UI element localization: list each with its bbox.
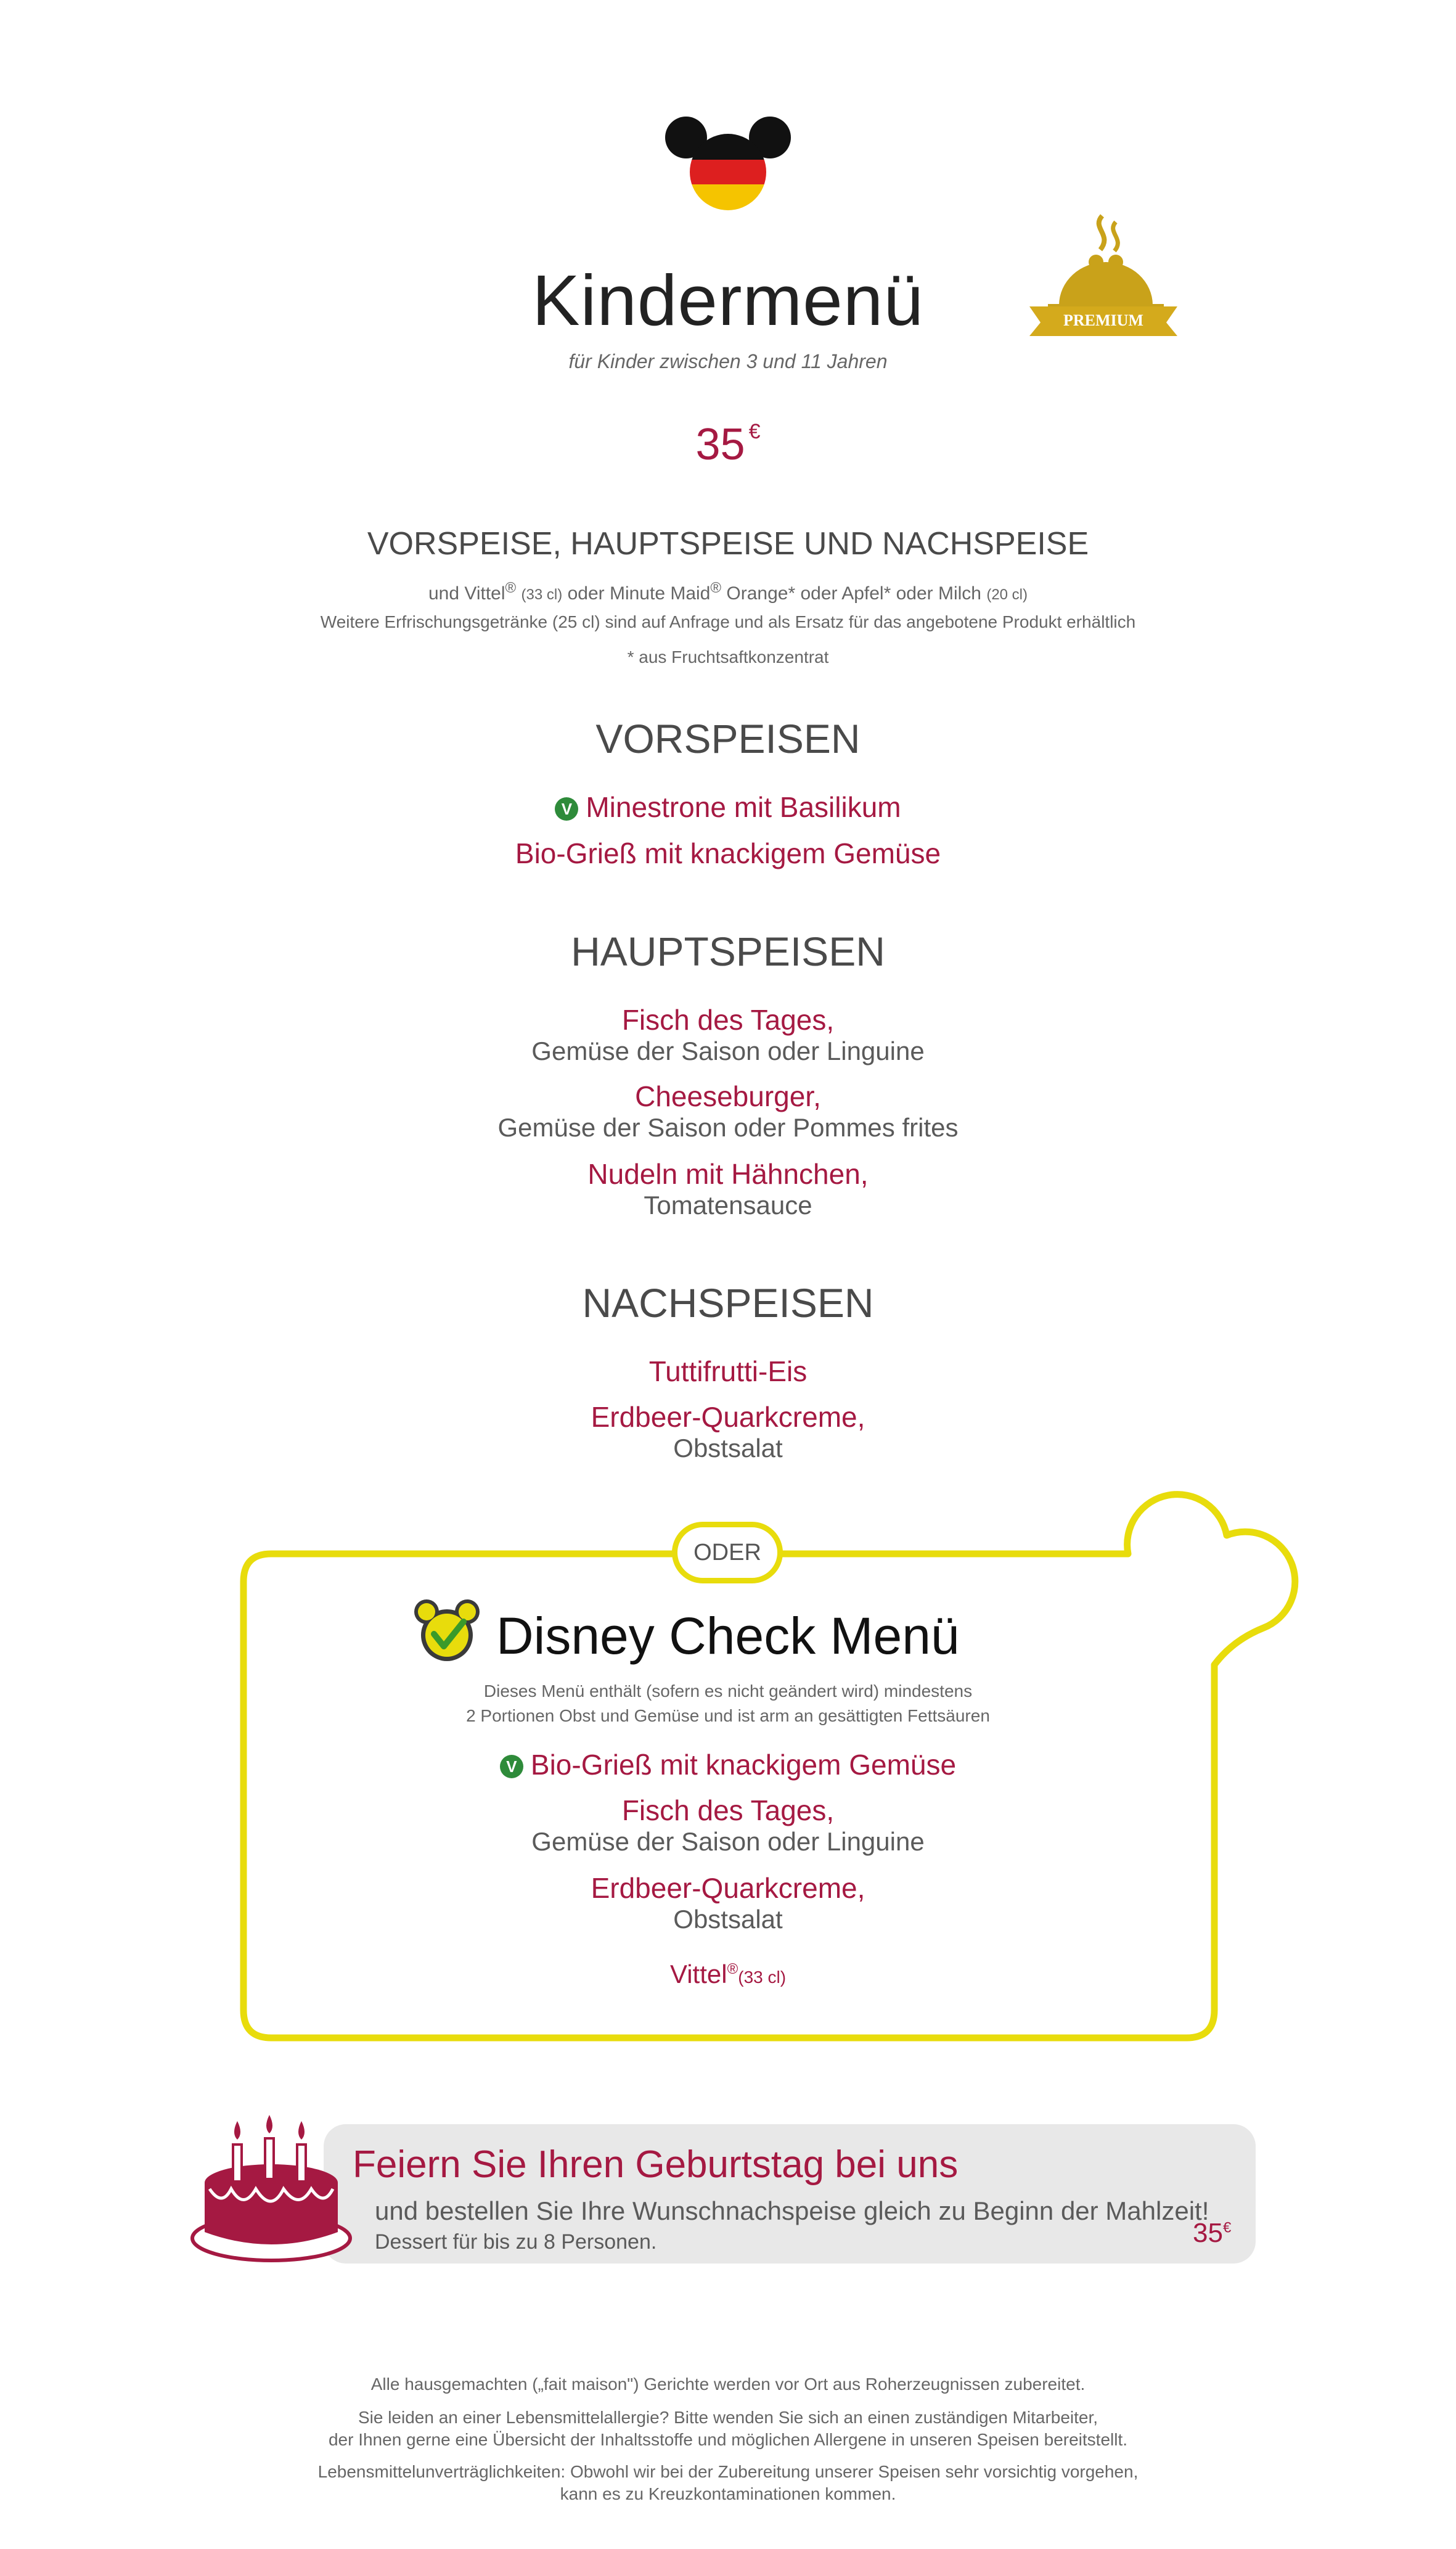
footer-line-2: Sie leiden an einer Lebensmittelallergie? Bitte wenden Sie sich an einen zuständigen Mitarbeiter, (358, 2408, 1098, 2427)
dish-item: Erdbeer-Quarkcreme, (591, 1401, 865, 1433)
drinks-note: Weitere Erfrischungsgetränke (25 cl) sind auf Anfrage und als Ersatz für das angebotene Produkt erhältlich (320, 612, 1136, 631)
premium-label: PREMIUM (1063, 311, 1143, 329)
vegan-icon: V (500, 1755, 523, 1778)
vegan-icon: V (555, 797, 578, 821)
kids-menu-price: 35 € (695, 420, 761, 469)
dish-side: Obstsalat (673, 1905, 783, 1934)
footer-line-5: kann es zu Kreuzkontaminationen kommen. (560, 2484, 896, 2503)
dish-item: V Minestrone mit Basilikum (0, 791, 1456, 823)
page-subtitle: für Kinder zwischen 3 und 11 Jahren (568, 350, 888, 372)
footer-line-1: Alle hausgemachten („fait maison") Gerichte werden vor Ort aus Roherzeugnissen zubereitet. (370, 2375, 1086, 2394)
dish-side: Gemüse der Saison oder Linguine (531, 1036, 925, 1065)
dish-side: Gemüse der Saison oder Linguine (531, 1827, 925, 1856)
disney-check-drink: Vittel®(33 cl) (669, 1960, 787, 1989)
birthday-price: 35€ (1193, 2218, 1232, 2248)
drinks-line: und Vittel® (33 cl) oder Minute Maid® Orange* oder Apfel* oder Milch (20 cl) (428, 580, 1028, 604)
disney-check-desc-1: Dieses Menü enthält (sofern es nicht geändert wird) mindestens (483, 1681, 973, 1701)
page-title: Kindermenü (532, 260, 924, 340)
disney-check-title: Disney Check Menü (496, 1607, 960, 1665)
dish-item: Erdbeer-Quarkcreme, (591, 1872, 865, 1904)
dish-item: Cheeseburger, (635, 1080, 821, 1112)
menu-structure-heading: VORSPEISE, HAUPTSPEISE UND NACHSPEISE (367, 526, 1089, 562)
section-heading-nachspeisen: NACHSPEISEN (582, 1280, 874, 1326)
dish-item: Nudeln mit Hähnchen, (587, 1158, 869, 1190)
dish-item: Fisch des Tages, (621, 1004, 835, 1036)
oder-badge: ODER (672, 1522, 783, 1583)
footer-line-3: der Ihnen gerne eine Übersicht der Inhaltsstoffe und möglichen Allergene in unseren Speisen bereitstellt. (328, 2430, 1128, 2449)
birthday-line-1: und bestellen Sie Ihre Wunschnachspeise gleich zu Beginn der Mahlzeit! (375, 2196, 1209, 2225)
dish-item: Fisch des Tages, (621, 1794, 835, 1826)
section-heading-hauptspeisen: HAUPTSPEISEN (571, 929, 885, 974)
footer-line-4: Lebensmittelunverträglichkeiten: Obwohl wir bei der Zubereitung unserer Speisen sehr vorsichtig vorgehen, (317, 2462, 1139, 2481)
dish-item: Bio-Grieß mit knackigem Gemüse (515, 837, 941, 869)
dish-side: Gemüse der Saison oder Pommes frites (497, 1113, 959, 1142)
dish-item: V Bio-Grieß mit knackigem Gemüse (0, 1749, 1456, 1781)
disney-check-icon (413, 1597, 481, 1665)
section-heading-vorspeisen: VORSPEISEN (595, 716, 861, 761)
birthday-heading: Feiern Sie Ihren Geburtstag bei uns (353, 2143, 959, 2186)
dish-side: Obstsalat (673, 1434, 783, 1463)
birthday-line-2: Dessert für bis zu 8 Personen. (375, 2230, 657, 2254)
disney-check-desc-2: 2 Portionen Obst und Gemüse und ist arm an gesättigten Fettsäuren (466, 1706, 990, 1725)
dish-side: Tomatensauce (644, 1191, 812, 1220)
juice-note: * aus Fruchtsaftkonzentrat (627, 647, 829, 667)
dish-item: Tuttifrutti-Eis (648, 1355, 808, 1387)
birthday-cake-icon (185, 2109, 358, 2269)
